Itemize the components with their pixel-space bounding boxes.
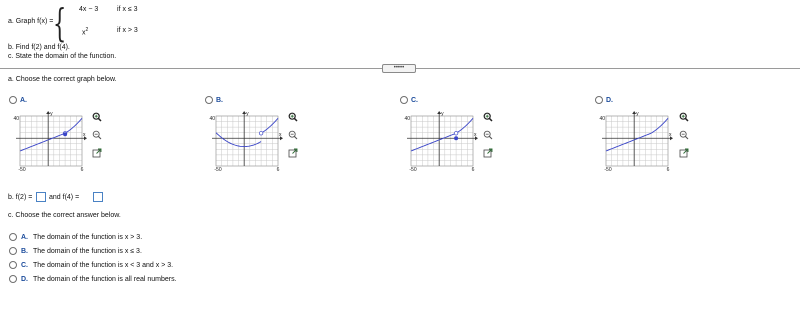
- option-c-radio[interactable]: [400, 96, 408, 104]
- zoom-in-icon[interactable]: [92, 112, 102, 122]
- y-axis-label: y: [441, 111, 444, 117]
- part-a-label: a. Graph f(x) =: [8, 18, 54, 25]
- option-d-letter: D.: [606, 97, 613, 104]
- function-piece-2: [651, 118, 668, 133]
- pop-out-icon[interactable]: [92, 148, 102, 158]
- zoom-out-icon[interactable]: [92, 130, 102, 140]
- x-axis-label: x: [279, 132, 282, 139]
- part-c-text: c. State the domain of the function.: [8, 53, 117, 60]
- answer-b-text: The domain of the function is x ≤ 3.: [33, 248, 142, 255]
- zoom-in-icon[interactable]: [679, 112, 689, 122]
- y-tick-label: 40: [599, 116, 605, 122]
- answer-a-text: The domain of the function is x > 3.: [33, 234, 143, 241]
- x-min-tick-label: -50: [214, 167, 222, 173]
- graph-frame: [20, 116, 82, 166]
- answer-d-radio[interactable]: [9, 275, 17, 283]
- x-min-tick-label: -50: [604, 167, 612, 173]
- section-a-instruction: a. Choose the correct graph below.: [8, 76, 117, 83]
- y-axis-label: y: [636, 111, 639, 117]
- graph-frame: [606, 116, 668, 166]
- option-b-letter: B.: [216, 97, 223, 104]
- answer-b-radio[interactable]: [9, 247, 17, 255]
- closed-point: [63, 132, 67, 136]
- y-axis-label: y: [50, 111, 53, 117]
- answer-a-letter: A.: [21, 234, 28, 241]
- open-point: [454, 131, 458, 135]
- closed-point: [454, 136, 458, 140]
- x-min-tick-label: -50: [18, 167, 26, 173]
- piece2-base: x: [82, 29, 86, 37]
- option-c-graph: [399, 110, 489, 180]
- zoom-in-icon[interactable]: [483, 112, 493, 122]
- option-a-radio[interactable]: [9, 96, 17, 104]
- y-tick-label: 40: [209, 116, 215, 122]
- y-tick-label: 40: [404, 116, 410, 122]
- function-piece-2: [65, 118, 82, 133]
- x-axis-label: x: [669, 132, 672, 139]
- f2-answer-box[interactable]: [36, 192, 46, 202]
- pop-out-icon[interactable]: [679, 148, 689, 158]
- y-tick-label: 40: [13, 116, 19, 122]
- pop-out-icon[interactable]: [288, 148, 298, 158]
- option-b-graph: [204, 110, 294, 180]
- x-axis-label: x: [83, 132, 86, 139]
- piece2-exponent: 2: [85, 27, 89, 33]
- zoom-out-icon[interactable]: [483, 130, 493, 140]
- section-b-prefix: b. f(2) =: [8, 194, 33, 201]
- zoom-out-icon[interactable]: [679, 130, 689, 140]
- answer-a-radio[interactable]: [9, 233, 17, 241]
- f4-answer-box[interactable]: [93, 192, 103, 202]
- function-piece-2: [261, 118, 278, 133]
- pop-out-icon[interactable]: [483, 148, 493, 158]
- answer-d-letter: D.: [21, 276, 28, 283]
- option-a-graph: [8, 110, 98, 180]
- answer-c-radio[interactable]: [9, 261, 17, 269]
- piece1-expression: 4x − 3: [79, 6, 99, 13]
- section-b-middle: and f(4) =: [49, 194, 80, 201]
- function-piece-2: [456, 118, 473, 133]
- x-max-tick-label: 6: [80, 167, 84, 173]
- x-axis-label: x: [474, 132, 477, 139]
- open-point: [259, 131, 263, 135]
- option-d-graph: [594, 110, 684, 180]
- piece2-condition: if x > 3: [117, 27, 138, 34]
- x-max-tick-label: 6: [276, 167, 280, 173]
- y-axis-label: y: [246, 111, 249, 117]
- option-a-letter: A.: [20, 97, 27, 104]
- answer-c-letter: C.: [21, 262, 28, 269]
- answer-b-letter: B.: [21, 248, 28, 255]
- piece1-condition: if x ≤ 3: [117, 6, 138, 13]
- zoom-in-icon[interactable]: [288, 112, 298, 122]
- x-max-tick-label: 6: [471, 167, 475, 173]
- option-c-letter: C.: [411, 97, 418, 104]
- graph-frame: [411, 116, 473, 166]
- answer-d-text: The domain of the function is all real numbers.: [33, 276, 177, 283]
- part-b-text: b. Find f(2) and f(4).: [8, 44, 70, 51]
- answer-c-text: The domain of the function is x < 3 and x > 3.: [33, 262, 174, 269]
- zoom-out-icon[interactable]: [288, 130, 298, 140]
- graph-frame: [216, 116, 278, 166]
- option-b-radio[interactable]: [205, 96, 213, 104]
- piecewise-brace: {: [53, 1, 67, 45]
- divider-handle[interactable]: •••••: [382, 64, 416, 73]
- option-d-radio[interactable]: [595, 96, 603, 104]
- x-max-tick-label: 6: [666, 167, 670, 173]
- section-c-instruction: c. Choose the correct answer below.: [8, 212, 121, 219]
- x-min-tick-label: -50: [409, 167, 417, 173]
- piece2-expression: [82, 27, 88, 36]
